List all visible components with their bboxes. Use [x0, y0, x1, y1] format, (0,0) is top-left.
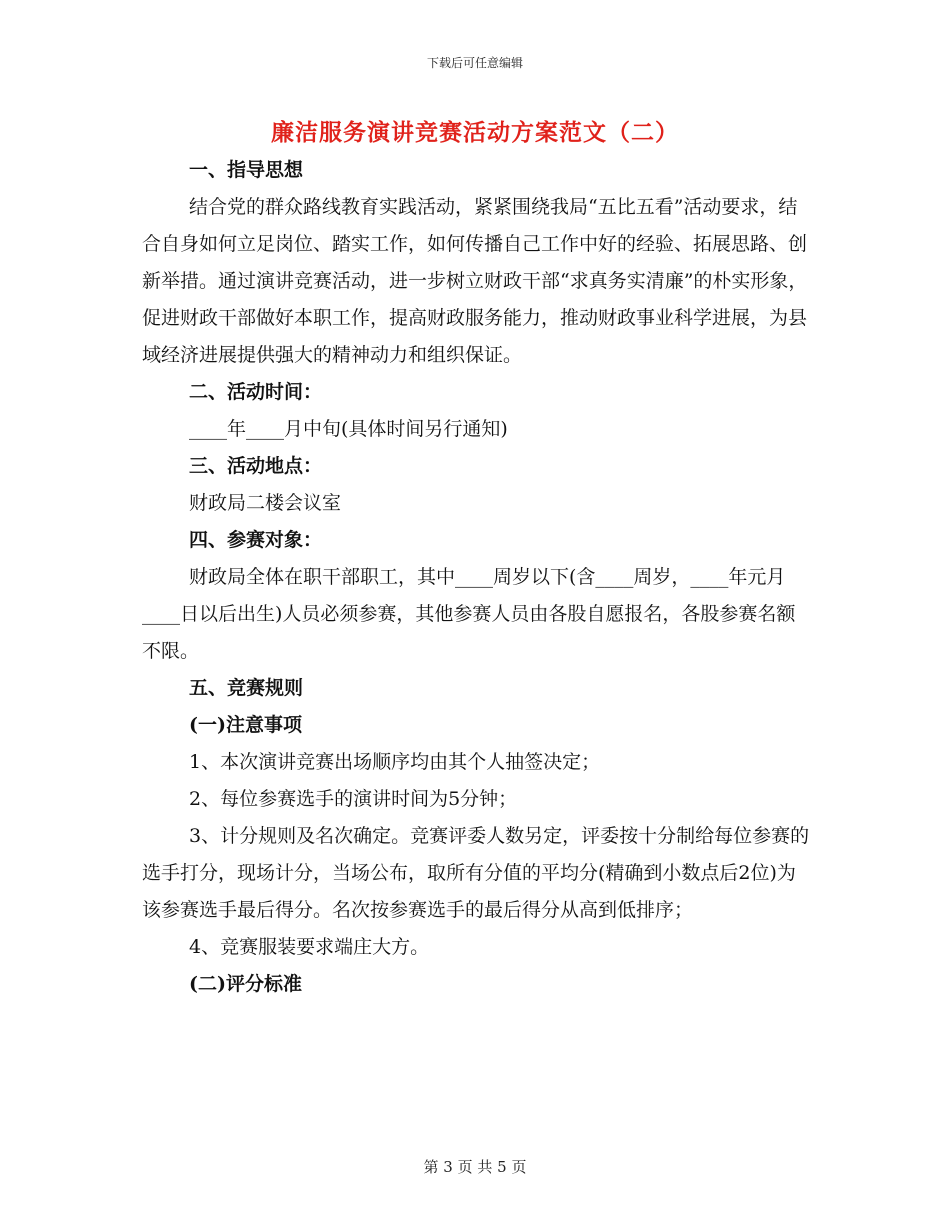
document-title: 廉洁服务演讲竞赛活动方案范文（二） [271, 119, 679, 146]
page-header-note: 下载后可任意编辑 [426, 56, 523, 70]
section-body-activity-time: ____年____月中旬(具体时间另行通知) [189, 418, 508, 440]
section-heading-participants: 四、参赛对象： [189, 529, 323, 551]
section-heading-activity-location: 三、活动地点： [189, 455, 323, 477]
section-heading-activity-time: 二、活动时间： [189, 381, 323, 403]
section-heading-guiding-thought: 一、指导思想 [189, 159, 304, 181]
section-body-guiding-thought: 结合党的群众路线教育实践活动，紧紧围绕我局“五比五看”活动要求，结合自身如何立足岗位、踏实工作，如何传播自己工作中好的经验、拓展思路、创新举措。通过演讲竞赛活动，进一步树立财政干部“求真务实清廉”的朴实形象，促进财政干部做好本职工作，提高财政服务能力，推动财政事业科学进展，为县域经济进展提供强大的精神动力和组织保证。 [142, 196, 808, 366]
document-body [142, 152, 810, 1003]
subsection-heading-notes: (一)注意事项 [189, 714, 302, 736]
section-heading-competition-rules: 五、竞赛规则 [189, 677, 304, 699]
section-body-activity-location: 财政局二楼会议室 [189, 492, 342, 514]
page-number-footer: 第 3 页 共 5 页 [423, 1158, 527, 1176]
rule-item-4: 4、竞赛服装要求端庄大方。 [189, 936, 430, 958]
rule-item-2: 2、每位参赛选手的演讲时间为5分钟； [189, 788, 518, 810]
rule-item-1: 1、本次演讲竞赛出场顺序均由其个人抽签决定； [189, 751, 601, 773]
section-body-participants: 财政局全体在职干部职工，其中____周岁以下(含____周岁，____年元月____日以后出生)人员必须参赛，其他参赛人员由各股自愿报名，各股参赛名额不限。 [142, 566, 796, 662]
subsection-heading-scoring-criteria: (二)评分标准 [189, 973, 302, 995]
rule-item-3: 3、计分规则及名次确定。竞赛评委人数另定，评委按十分制给每位参赛的选手打分，现场计分，当场公布，取所有分值的平均分(精确到小数点后2位)为该参赛选手最后得分。名次按参赛选手的最后得分从高到低排序； [142, 825, 810, 921]
